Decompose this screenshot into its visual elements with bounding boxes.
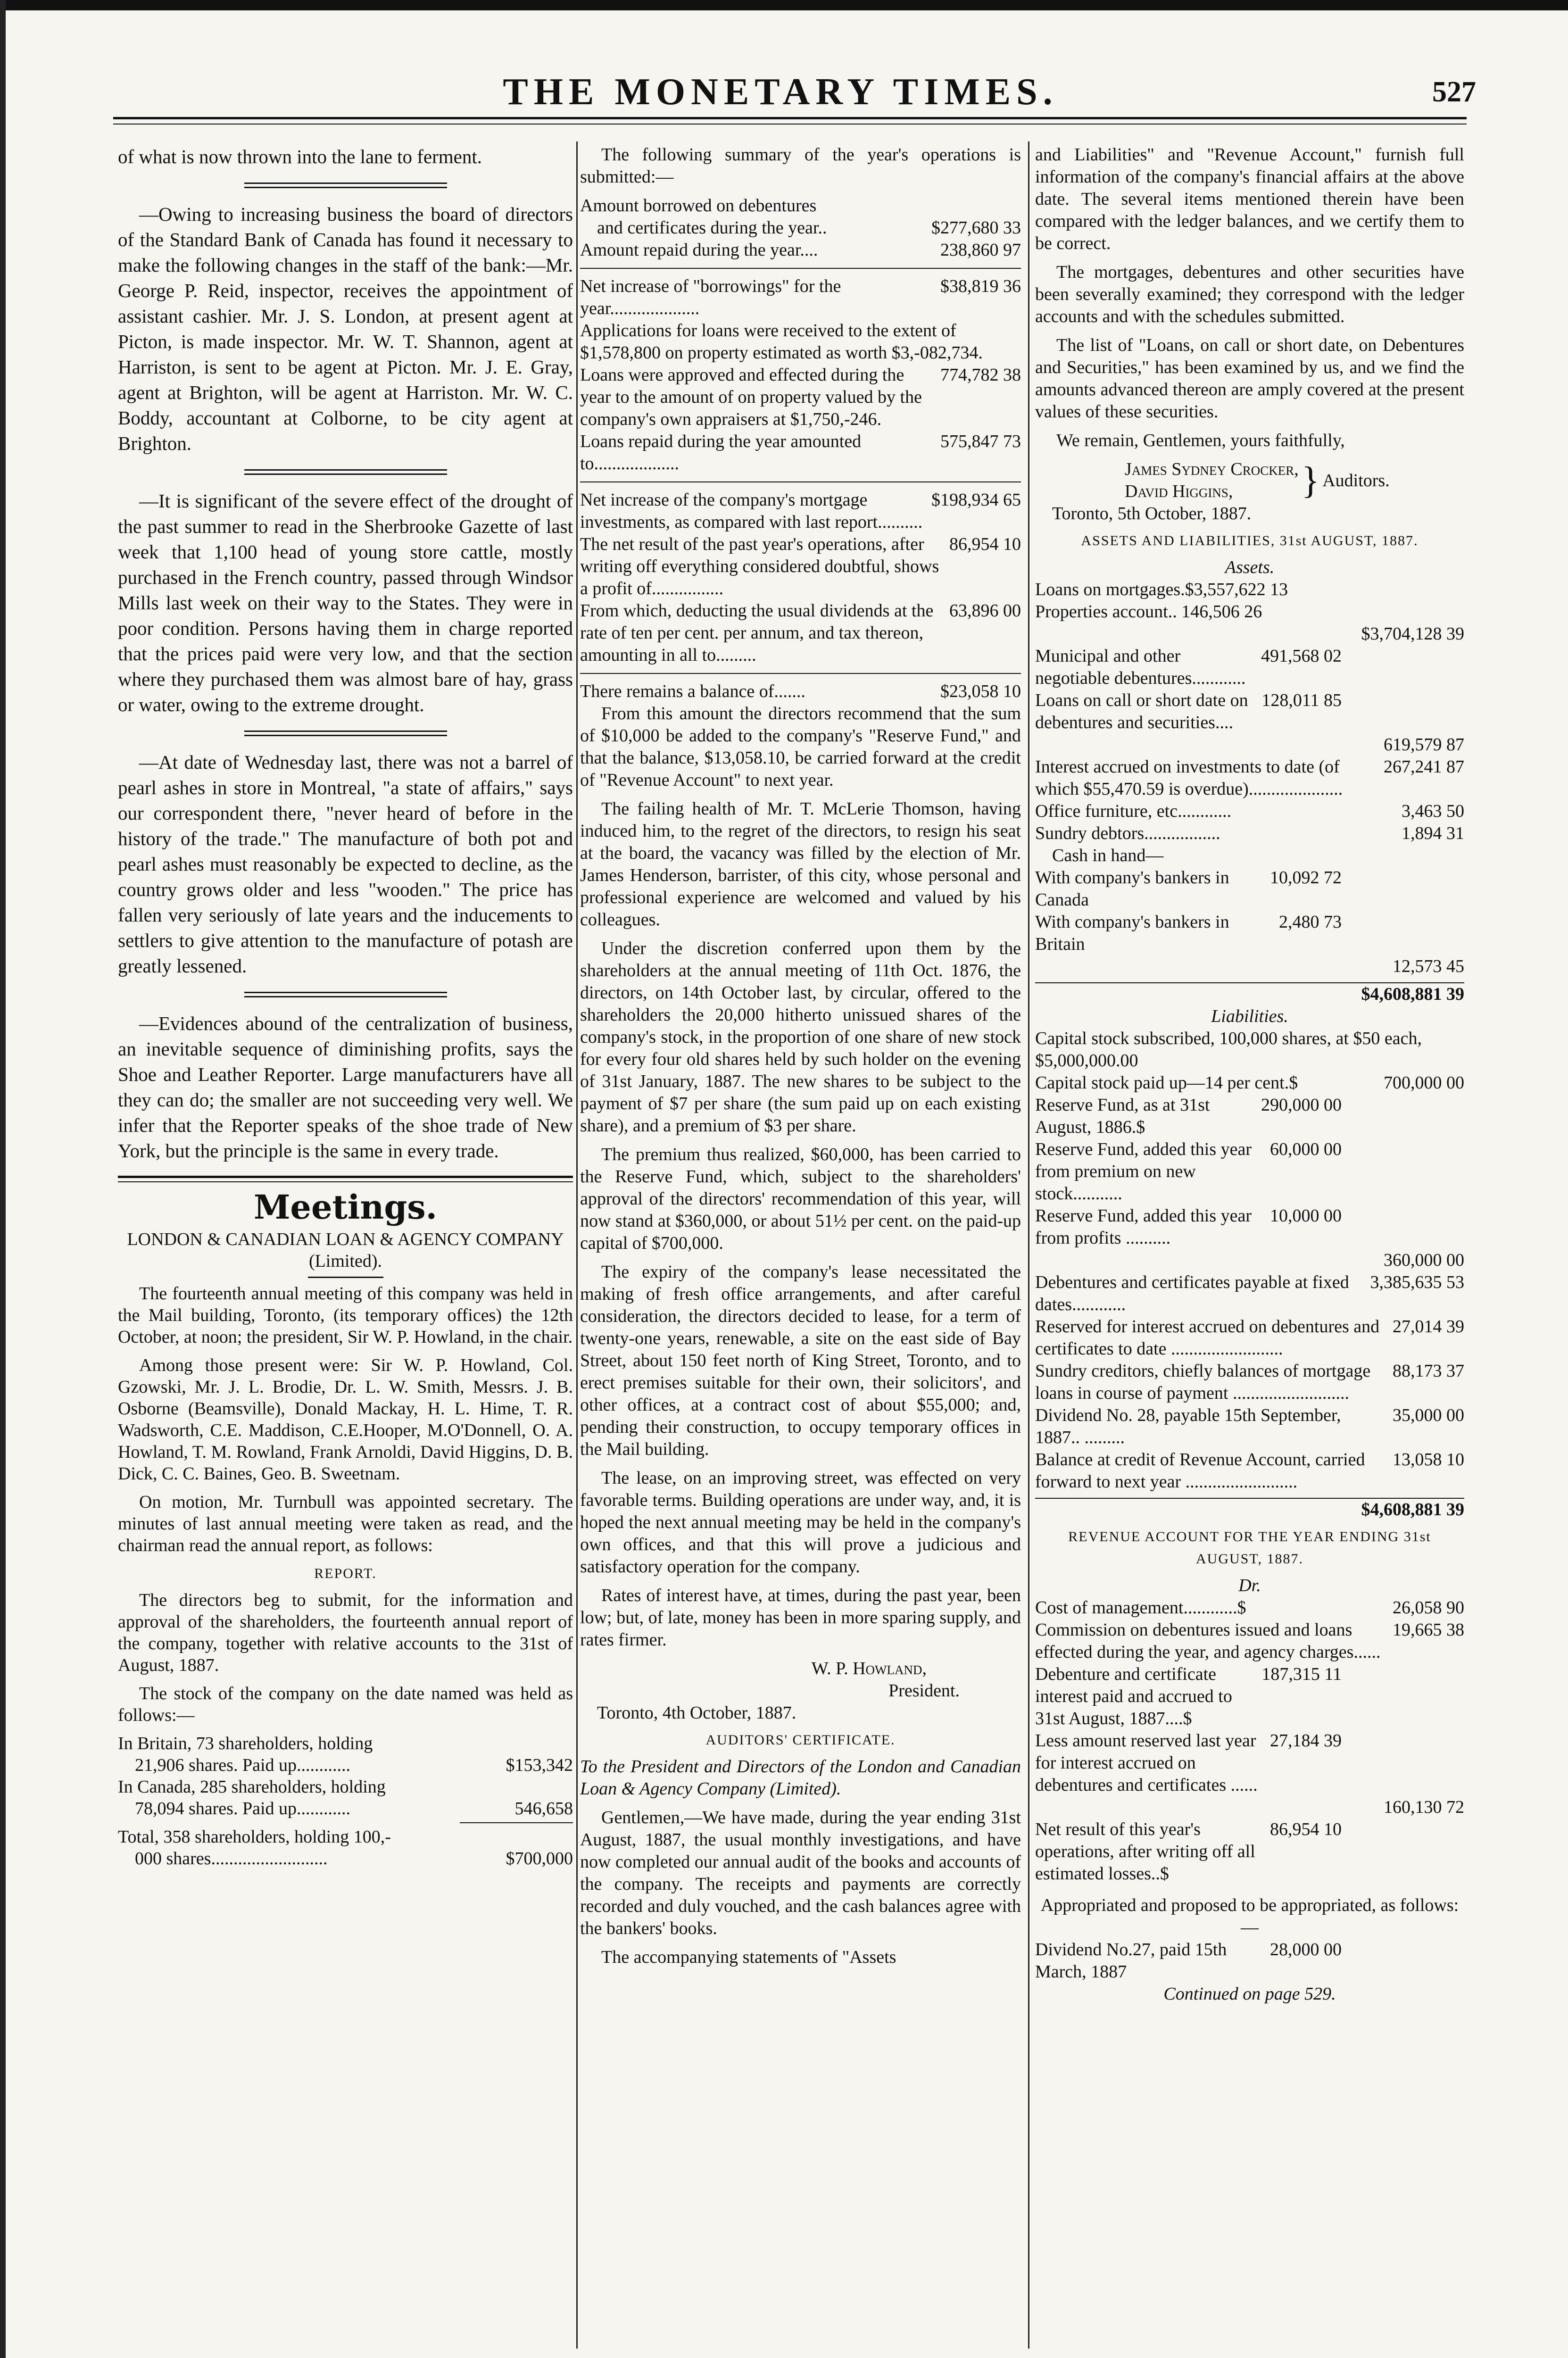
separator-rule bbox=[244, 183, 447, 188]
page-number: 527 bbox=[1432, 76, 1476, 108]
header-rule-thick bbox=[113, 117, 1467, 119]
statement-line: Debenture and certificate interest paid and accrued to 31st August, 1887....$ 187,315 11 bbox=[1035, 1664, 1342, 1728]
paragraph: The expiry of the company's lease necessitated the making of fresh office arrangements, and after careful consideration, the directors decided to lease, for a term of twenty-one years, renewable, a site on the east side of Bay Street, about 150 feet north of King Street, Toronto, and to erect premises suitable for their own, their solicitors', and other offices, at a contract cost of about $55,000; and, pending their construction, to occupy temporary offices in the Mail building. bbox=[580, 1262, 1021, 1459]
paragraph: From this amount the directors recommend that the sum of $10,000 be added to the company's "Reserve Fund," and that the balance, $13,058.10, be carried forward at the credit of "Revenue Account" to next year. bbox=[580, 704, 1021, 790]
paragraph: The list of "Loans, on call or short date, on Debentures and Securities," has been examined by us, and we find the amounts advanced thereon are amply covered at the present values of these securities. bbox=[1035, 335, 1464, 422]
statement-line: Reserve Fund, as at 31st August, 1886.$ 290,000 00 bbox=[1035, 1095, 1342, 1137]
statement-line: Properties account.. 146,506 26 bbox=[1035, 602, 1262, 622]
statement-line: Reserved for interest accrued on debentures and certificates to date ......................... 27,014 39 bbox=[1035, 1317, 1464, 1359]
separator-rule bbox=[244, 731, 447, 736]
column-divider-2 bbox=[1028, 141, 1029, 2349]
summary-line: Loans were approved and effected during the year to the amount of on property valued by the company's own appraisers at $1,750,-246. 774,782 38 bbox=[580, 365, 1021, 429]
statement-line: Dividend No. 28, payable 15th September, 1887.. ......... 35,000 00 bbox=[1035, 1405, 1464, 1447]
statement-line: Capital stock paid up—14 per cent.$ 700,000 00 bbox=[1035, 1073, 1464, 1093]
paragraph: of what is now thrown into the lane to ferment. bbox=[118, 146, 482, 167]
dateline: Toronto, 4th October, 1887. bbox=[597, 1703, 796, 1723]
paragraph: Gentlemen,—We have made, during the year ending 31st August, 1887, the usual monthly investigations, and have now completed our annual audit of the books and accounts of the company. The receipts and payments are correctly recorded and duly vouched, and the cash balances agree with the bankers' books. bbox=[580, 1808, 1021, 1938]
assets-heading: Assets. bbox=[1225, 557, 1275, 577]
auditor-name: David Higgins, bbox=[1125, 482, 1233, 501]
signature-title: President. bbox=[888, 1681, 960, 1701]
sum-rule bbox=[580, 673, 1021, 674]
news-item-standard-bank: —Owing to increasing business the board of directors of the Standard Bank of Canada has found it necessary to make the following changes in the staff of the bank:—Mr. George P. Reid, inspector, receives the appointment of assistant cashier. Mr. J. S. London, at present agent at Picton, is made inspector. Mr. W. T. Shannon, agent at Harriston, is sent to be agent at Picton. Mr. J. E. Gray, agent at Brighton, will be agent at Harriston. Mr. W. C. Boddy, accountant at Colborne, to be city agent at Brighton. bbox=[118, 203, 573, 454]
column-2 bbox=[580, 144, 1021, 2351]
statement-line: Loans on mortgages.$3,557,622 13 bbox=[1035, 580, 1288, 599]
stock-line: 78,094 shares. Paid up............ 546,658 bbox=[135, 1799, 573, 1818]
summary-line: and certificates during the year.. $277,680 33 bbox=[597, 218, 1021, 238]
statement-line: Cash in hand— bbox=[1052, 846, 1164, 865]
auditor-name: James Sydney Crocker, bbox=[1125, 459, 1299, 479]
header-rule-thin bbox=[113, 124, 1467, 125]
stock-line: In Britain, 73 shareholders, holding bbox=[118, 1734, 373, 1753]
stock-line: 000 shares.......................... $700,000 bbox=[135, 1849, 573, 1868]
news-item-centralization: —Evidences abound of the centralization of business, an inevitable sequence of diminishing profits, says the Shoe and Leather Reporter. Large manufacturers have all they can do; the smaller are not succeeding very well. We infer that the Reporter speaks of the shoe trade of New York, but the principle is the same in every trade. bbox=[118, 1013, 573, 1162]
statement-line: Municipal and other negotiable debentures............ 491,568 02 bbox=[1035, 646, 1342, 688]
stock-line: 21,906 shares. Paid up............ $153,342 bbox=[135, 1755, 573, 1775]
summary-line: Net increase of the company's mortgage investments, as compared with last report.......... $198,934 65 bbox=[580, 490, 1021, 532]
column-1 bbox=[118, 144, 573, 2351]
paragraph: The accompanying statements of "Assets bbox=[601, 1947, 896, 1967]
summary-line: Net increase of "borrowings" for the year.................... $38,819 36 bbox=[580, 276, 1021, 318]
stock-line: Total, 358 shareholders, holding 100,- bbox=[118, 1827, 391, 1847]
liabilities-total: $4,608,881 39 bbox=[1035, 1498, 1464, 1521]
paragraph: Under the discretion conferred upon them by the shareholders at the annual meeting of 11th Oct. 1876, the directors, on 14th October last, by circular, offered to the shareholders the 20,000 hitherto unissued shares of the company's stock, in the proportion of one share of new stock for every four old shares held by such holder on the evening of 31st January, 1887. The new shares to be subject to the payment of $7 per share (the sum paid up on each existing share), and a premium of $3 per share. bbox=[580, 938, 1021, 1136]
statement-line: Dividend No.27, paid 15th March, 1887 28,000 00 bbox=[1035, 1940, 1342, 1982]
paragraph: Rates of interest have, at times, during the past year, been low; but, of late, money has been in more sparing supply, and rates firmer. bbox=[580, 1586, 1021, 1650]
summary-line: From which, deducting the usual dividends at the rate of ten per cent. per annum, and tax thereon, amounting in all to......... 63,896 00 bbox=[580, 601, 1021, 665]
paragraph: The failing health of Mr. T. McLerie Thomson, having induced him, to the regret of the directors, to resign his seat at the board, the vacancy was filled by the election of Mr. James Henderson, barrister, of this city, whose personal and professional experience are welcomed and valued by his colleagues. bbox=[580, 799, 1021, 930]
page-header bbox=[108, 71, 1476, 113]
statement-line: Balance at credit of Revenue Account, carried forward to next year ......................... 13,058 10 bbox=[1035, 1450, 1464, 1492]
statement-line: Cost of management............$ 26,058 90 bbox=[1035, 1598, 1464, 1618]
paragraph: We remain, Gentlemen, yours faithfully, bbox=[1056, 431, 1345, 450]
paragraph: The premium thus realized, $60,000, has been carried to the Reserve Fund, which, subject to the shareholders' approval of the directors' recommendation of this year, will now stand at $360,000, or about 51½ per cent. on the paid-up capital of $700,000. bbox=[580, 1145, 1021, 1253]
certificate-address: To the President and Directors of the London and Canadian Loan & Agency Company (Limited). bbox=[580, 1757, 1021, 1799]
statement-line: Appropriated and proposed to be appropriated, as follows:— bbox=[1040, 1895, 1459, 1937]
paragraph: The following summary of the year's operations is submitted:— bbox=[580, 145, 1021, 187]
masthead-title: THE MONETARY TIMES. bbox=[503, 71, 1058, 113]
debit-heading: Dr. bbox=[1238, 1576, 1261, 1595]
dateline: Toronto, 5th October, 1887. bbox=[1052, 504, 1252, 523]
paragraph: The fourteenth annual meeting of this company was held in the Mail building, Toronto, (its temporary offices) the 12th October, at noon; the president, Sir W. P. Howland, in the chair. bbox=[118, 1284, 573, 1347]
sum-rule bbox=[580, 268, 1021, 269]
statement-line: Less amount reserved last year for interest accrued on debentures and certificates ...... 27,184 39 bbox=[1035, 1731, 1342, 1795]
company-heading: LONDON & CANADIAN LOAN & AGENCY COMPANY (Limited). bbox=[127, 1229, 564, 1271]
continued-note: Continued on page 529. bbox=[1163, 1984, 1336, 2004]
statement-total: 12,573 45 bbox=[1393, 956, 1464, 976]
separator-rule bbox=[244, 469, 447, 475]
paragraph: On motion, Mr. Turnbull was appointed secretary. The minutes of last annual meeting were taken as read, and the chairman read the annual report, as follows: bbox=[118, 1492, 573, 1555]
statement-line: Commission on debentures issued and loans effected during the year, and agency charges...... 19,665 38 bbox=[1035, 1620, 1464, 1662]
statement-total: 360,000 00 bbox=[1384, 1250, 1464, 1270]
statement-line: With company's bankers in Britain 2,480 73 bbox=[1035, 912, 1342, 954]
statement-line: Capital stock subscribed, 100,000 shares, at $50 each, $5,000,000.00 bbox=[1035, 1029, 1422, 1071]
summary-line: Amount borrowed on debentures bbox=[580, 196, 817, 216]
statement-line: Net result of this year's operations, after writing off all estimated losses..$ 86,954 10 bbox=[1035, 1819, 1342, 1884]
separator-rule bbox=[244, 992, 447, 997]
paragraph: The stock of the company on the date named was held as follows:— bbox=[118, 1684, 573, 1725]
column-3 bbox=[1035, 144, 1464, 2351]
column-divider-1 bbox=[576, 141, 578, 2349]
paragraph: The directors beg to submit, for the information and approval of the shareholders, the fourteenth annual report of the company, together with relative accounts to the 31st of August, 1887. bbox=[118, 1590, 573, 1675]
scan-top-edge bbox=[0, 0, 1568, 10]
summary-line: Loans repaid during the year amounted to................... 575,847 73 bbox=[580, 432, 1021, 473]
statement-line: Reserve Fund, added this year from premium on new stock........... 60,000 00 bbox=[1035, 1139, 1342, 1204]
section-heading-meetings: Meetings. bbox=[253, 1187, 438, 1227]
news-item-pearl-ashes: —At date of Wednesday last, there was not a barrel of pearl ashes in store in Montreal, "a state of affairs," says our correspondent there, "never heard of before in the history of the trade." The manufacture of both pot and pearl ashes must reasonably be expected to decline, as the country grows older and less "wooden." The price has fallen very seriously of late years and the inducements to settlers to give attention to the manufacture of potash are greatly lessened. bbox=[118, 751, 573, 977]
summary-line: Applications for loans were received to the extent of $1,578,800 on property estimated as worth $3,-082,734. bbox=[580, 321, 983, 363]
brace: } bbox=[1301, 460, 1320, 501]
assets-liabilities-heading: ASSETS AND LIABILITIES, 31st AUGUST, 1887. bbox=[1081, 533, 1419, 548]
revenue-account-heading: REVENUE ACCOUNT FOR THE YEAR ENDING 31st AUGUST, 1887. bbox=[1068, 1529, 1431, 1567]
paragraph: Among those present were: Sir W. P. Howland, Col. Gzowski, Mr. J. L. Brodie, Dr. L. W. Smith, Messrs. J. B. Osborne (Beamsville), Donald Mackay, H. L. Hime, T. R. Wadsworth, C.E. Maddison, C.E.Hooper, M.O'Donnell, O. A. Howland, T. M. Rowland, Frank Arnoldi, David Higgins, D. B. Dick, C. C. Baines, Geo. B. Sweetnam. bbox=[118, 1355, 573, 1484]
statement-line: Sundry creditors, chiefly balances of mortgage loans in course of payment .......................... 88,173 37 bbox=[1035, 1361, 1464, 1403]
statement-line: Reserve Fund, added this year from profits .......... 10,000 00 bbox=[1035, 1206, 1342, 1248]
report-heading: REPORT. bbox=[314, 1566, 377, 1581]
statement-total: 160,130 72 bbox=[1384, 1797, 1464, 1817]
statement-line: Sundry debtors................. 1,894 31 bbox=[1035, 823, 1464, 843]
stock-line: In Canada, 285 shareholders, holding bbox=[118, 1777, 386, 1797]
assets-total: $4,608,881 39 bbox=[1035, 982, 1464, 1005]
summary-line: There remains a balance of....... $23,058 10 bbox=[580, 681, 1021, 701]
short-rule bbox=[308, 1277, 383, 1278]
summary-line: The net result of the past year's operations, after writing off everything considered doubtful, shows a profit of................ 86,954 10 bbox=[580, 534, 1021, 598]
statement-total: 619,579 87 bbox=[1384, 735, 1464, 755]
paragraph: The mortgages, debentures and other securities have been severally examined; they correspond with the ledger accounts and with the schedules submitted. bbox=[1035, 262, 1464, 326]
liabilities-heading: Liabilities. bbox=[1211, 1006, 1288, 1026]
auditor-signatures bbox=[1035, 458, 1464, 503]
section-rule bbox=[118, 1176, 573, 1182]
auditors-certificate-heading: AUDITORS' CERTIFICATE. bbox=[705, 1732, 896, 1748]
news-item-drought: —It is significant of the severe effect of the drought of the past summer to read in the Sherbrooke Gazette of last week that 1,100 head of young store cattle, mostly purchased in the French country, passed through Windsor Mills last week on their way to the States. They were in poor condition. Persons having them in charge reported that the prices paid were very low, and that the section where they purchased them was almost bare of hay, grass or water, owing to the extreme drought. bbox=[118, 490, 573, 715]
statement-line: With company's bankers in Canada 10,092 72 bbox=[1035, 868, 1342, 910]
summary-line: Amount repaid during the year.... 238,860 97 bbox=[580, 240, 1021, 260]
statement-line: Interest accrued on investments to date (of which $55,470.59 is overdue)..................... 267,241 87 bbox=[1035, 757, 1464, 799]
statement-total: $3,704,128 39 bbox=[1361, 624, 1464, 644]
signature-name: W. P. Howland, bbox=[811, 1659, 927, 1678]
paragraph: and Liabilities" and "Revenue Account," furnish full information of the company's financial affairs at the above date. The several items mentioned therein have been compared with the ledger balances, and we certify them to be correct. bbox=[1035, 145, 1464, 253]
statement-line: Debentures and certificates payable at fixed dates............ 3,385,635 53 bbox=[1035, 1272, 1464, 1314]
paragraph: The lease, on an improving street, was effected on very favorable terms. Building operations are under way, and, it is hoped the next annual meeting may be held in the company's own offices, and that this will prove a judicious and satisfactory operation for the company. bbox=[580, 1468, 1021, 1577]
scan-left-edge bbox=[0, 0, 6, 2358]
statement-line: Office furniture, etc............ 3,463 50 bbox=[1035, 801, 1464, 821]
auditors-label: Auditors. bbox=[1322, 470, 1390, 490]
statement-line: Loans on call or short date on debentures and securities.... 128,011 85 bbox=[1035, 690, 1342, 732]
sum-rule bbox=[460, 1822, 573, 1823]
